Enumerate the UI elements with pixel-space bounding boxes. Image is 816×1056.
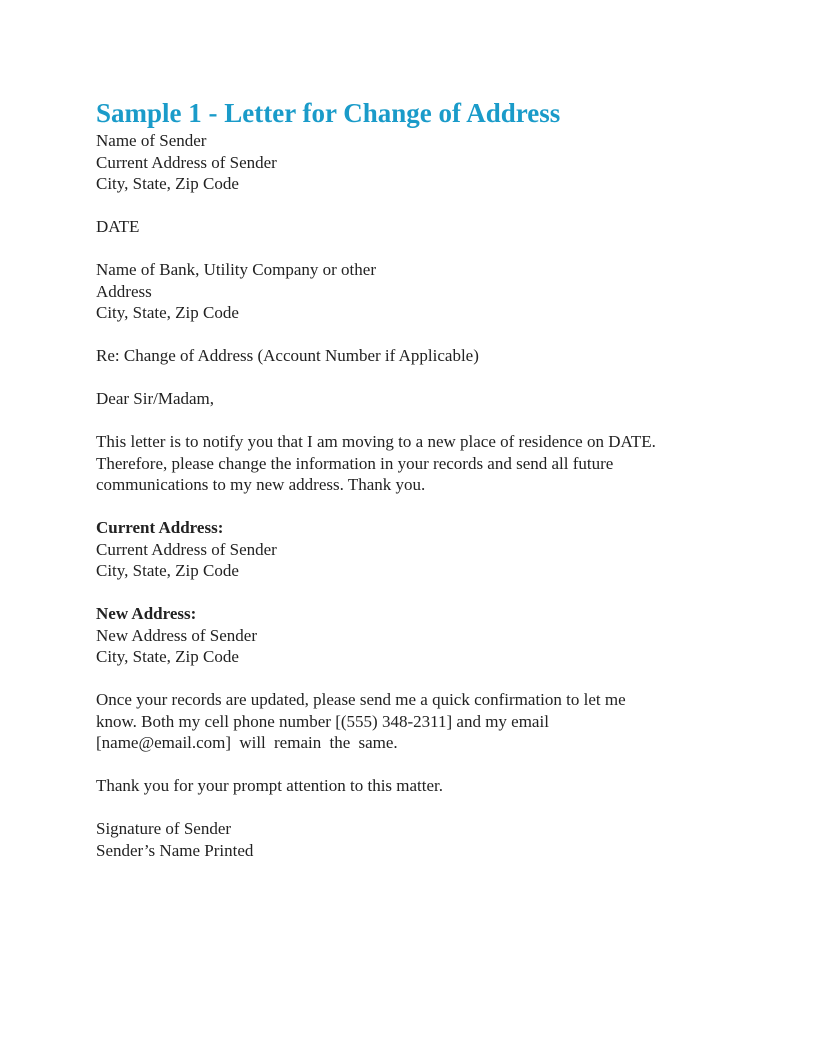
recipient-address: Address <box>96 281 152 301</box>
sender-name: Name of Sender <box>96 131 207 150</box>
spacer <box>96 582 726 604</box>
sender-block <box>96 130 726 195</box>
closing-note: Thank you for your prompt attention to this matter. <box>96 776 444 795</box>
recipient-block <box>96 259 726 324</box>
new-address-line: New Address of Sender <box>96 625 257 645</box>
body-paragraph-1 <box>96 431 726 496</box>
spacer <box>96 238 726 260</box>
body-2-line-3: [name@email.com] will remain the same. <box>96 733 398 752</box>
body-1-line-3: communications to my new address. Thank you. <box>96 475 426 494</box>
body-2-line-1: Once your records are updated, please send me a quick confirmation to let me <box>96 690 626 709</box>
sender-city-state-zip: City, State, Zip Code <box>96 174 239 193</box>
current-address-block <box>96 517 726 582</box>
recipient-city-state-zip: City, State, Zip Code <box>96 303 239 322</box>
spacer <box>96 195 726 217</box>
spacer <box>96 496 726 518</box>
salutation: Dear Sir/Madam, <box>96 389 215 408</box>
body-paragraph-2 <box>96 689 726 754</box>
signature-line: Signature of Sender <box>96 819 232 838</box>
body-1-line-1: This letter is to notify you that I am moving to a new place of residence on DATE. <box>96 432 656 451</box>
letter-document <box>96 96 726 861</box>
body-1-line-2: Therefore, please change the information in your records and send all future <box>96 453 614 473</box>
letter-date: DATE <box>96 217 140 236</box>
spacer <box>96 367 726 389</box>
spacer <box>96 797 726 819</box>
current-address-heading: Current Address: <box>96 518 224 537</box>
spacer <box>96 668 726 690</box>
new-address-block <box>96 603 726 668</box>
subject-line: Re: Change of Address (Account Number if Applicable) <box>96 346 479 365</box>
spacer <box>96 754 726 776</box>
new-address-city-state-zip: City, State, Zip Code <box>96 647 239 666</box>
signature-block <box>96 818 726 861</box>
letter-title: Sample 1 - Letter for Change of Address <box>96 98 561 128</box>
new-address-heading: New Address: <box>96 604 197 623</box>
printed-name: Sender’s Name Printed <box>96 840 254 860</box>
current-address-line: Current Address of Sender <box>96 539 277 559</box>
sender-address: Current Address of Sender <box>96 152 277 172</box>
body-2-line-2: know. Both my cell phone number [(555) 348-2311] and my email <box>96 711 549 731</box>
current-address-city-state-zip: City, State, Zip Code <box>96 561 239 580</box>
recipient-name: Name of Bank, Utility Company or other <box>96 260 376 279</box>
spacer <box>96 410 726 432</box>
spacer <box>96 324 726 346</box>
